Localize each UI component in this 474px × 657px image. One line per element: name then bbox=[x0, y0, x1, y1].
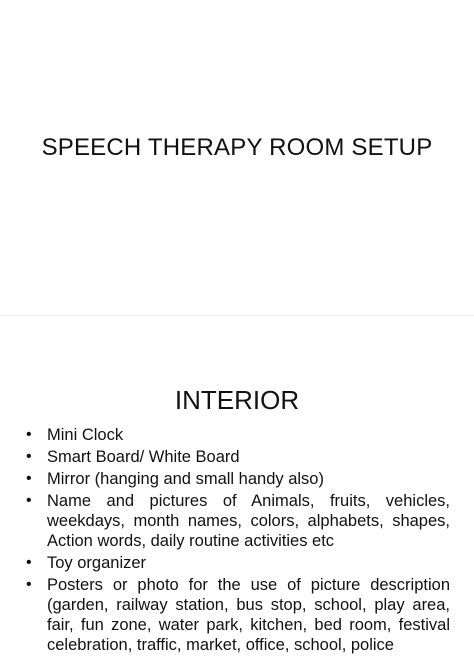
bullet-icon: • bbox=[26, 470, 32, 487]
bullet-icon: • bbox=[26, 576, 32, 593]
bullet-text: Mirror (hanging and small handy also) bbox=[47, 470, 324, 488]
bullet-icon: • bbox=[26, 492, 32, 509]
bullet-item-toy-organizer bbox=[26, 553, 450, 573]
bullet-icon: • bbox=[26, 554, 32, 571]
section-heading: INTERIOR bbox=[174, 385, 300, 415]
bullet-item-names-and-pictures bbox=[26, 491, 450, 551]
title-slide bbox=[0, 0, 474, 316]
interior-slide bbox=[0, 316, 474, 654]
bullet-text: Mini Clock bbox=[47, 426, 124, 444]
slide-title: SPEECH THERAPY ROOM SETUP bbox=[41, 134, 433, 161]
bullet-text: Name and pictures of Animals, fruits, vehicles, weekdays, month names, colors, alphabets, shapes, Action words, daily routine activities etc bbox=[47, 492, 450, 550]
bullet-icon: • bbox=[26, 426, 32, 443]
bullet-list bbox=[26, 425, 450, 657]
bullet-text: Posters or photo for the use of picture description (garden, railway station, bus stop, school, play area, fair, fun zone, water park, kitchen, bed room, festival celebration, traffic, market, office, school, police bbox=[47, 576, 450, 654]
bullet-item-mirror bbox=[26, 469, 450, 489]
bullet-item-posters bbox=[26, 575, 450, 655]
bullet-item-mini-clock bbox=[26, 425, 450, 445]
bullet-text: Toy organizer bbox=[47, 554, 147, 572]
bullet-item-smart-board bbox=[26, 447, 450, 467]
bullet-text: Smart Board/ White Board bbox=[47, 448, 240, 466]
bullet-icon: • bbox=[26, 448, 32, 465]
